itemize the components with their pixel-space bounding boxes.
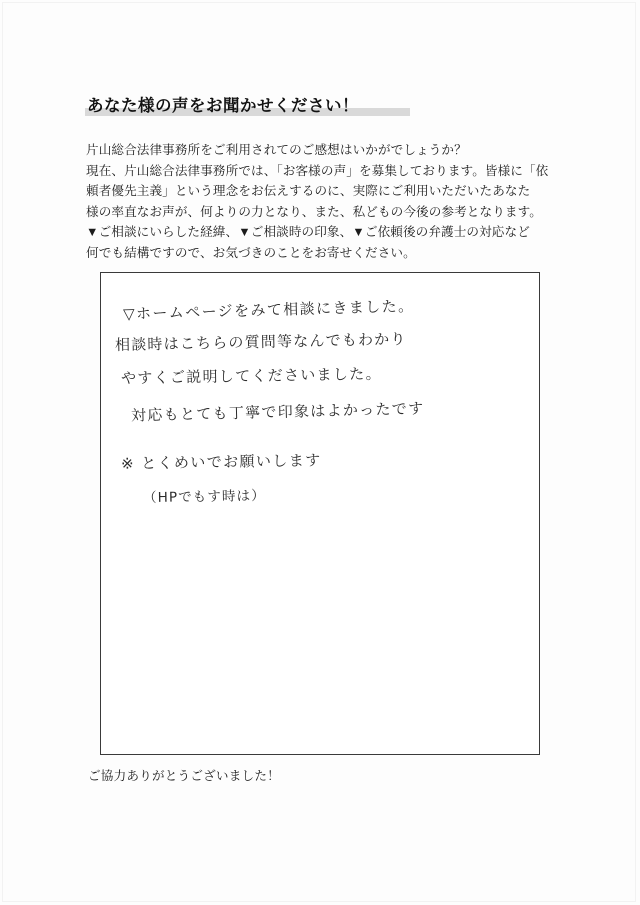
intro-paragraph <box>86 140 556 263</box>
page-title <box>85 92 415 116</box>
handwritten-line-1: ▽ホームページをみて相談にきました。 <box>122 296 415 324</box>
footer-note: ご協力ありがとうございました！ <box>88 769 280 783</box>
page-title-text: あなた様の声をお聞かせください！ <box>87 97 359 115</box>
handwritten-line-3: やすくご説明してくださいました。 <box>120 364 382 388</box>
intro-line-4: 様の率直なお声が、何よりの力となり、また、私どもの今後の参考となります。 <box>86 204 542 219</box>
intro-line-5: ▼ご相談にいらした経緯、▼ご相談時の印象、▼ご依頼後の弁護士の対応など <box>86 225 530 239</box>
handwritten-response <box>101 273 539 754</box>
handwritten-line-4: 対応もとても丁寧で印象はよかったです <box>130 399 425 425</box>
handwritten-line-5: ※ とくめいでお願いします <box>120 451 322 473</box>
handwritten-line-6: （HPでもす時は） <box>142 487 266 507</box>
handwritten-line-2: 相談時はこちらの質問等なんでもわかり <box>114 329 407 355</box>
intro-line-1: 片山総合法律事務所をご利用されてのご感想はいかがでしょうか？ <box>86 143 467 157</box>
intro-line-6: 何でも結構ですので、お気づきのことをお寄せください。 <box>86 245 416 260</box>
response-box <box>100 272 540 755</box>
intro-line-2: 現在、片山総合法律事務所では、「お客様の声」を募集しております。皆様に「依 <box>86 163 549 178</box>
intro-line-3: 頼者優先主義」という理念をお伝えするのに、実際にご利用いただいたあなた <box>86 184 531 198</box>
